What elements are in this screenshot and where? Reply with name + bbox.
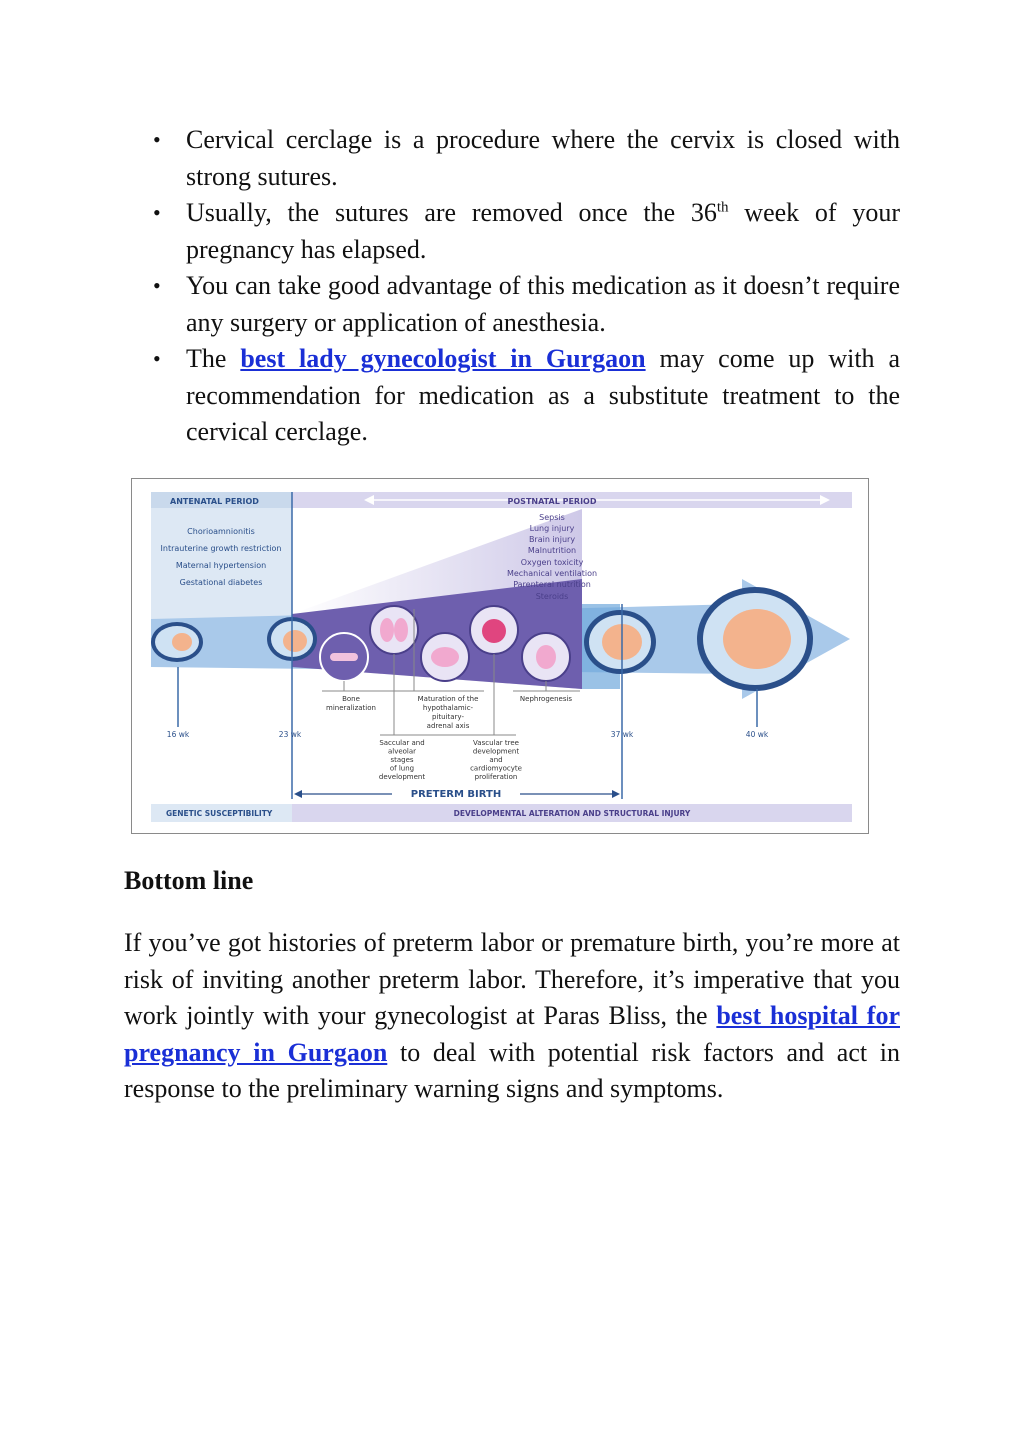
postnatal-item: Malnutrition [527,546,577,555]
bullet-text: Usually, the sutures are removed once the 36 [186,198,717,227]
bottom-paragraph [124,925,900,1108]
antenatal-item: Gestational diabetes [179,578,263,587]
week-label: 16 wk [166,730,190,739]
bullet-item [124,341,900,451]
gynecologist-link[interactable]: best lady gynecologist in Gurgaon [240,344,646,373]
bullet-item [124,195,900,268]
process-label: Maturation of the hypothalamic-pituitary-adrenal axis [417,695,479,730]
paragraph-text: If you’ve got histories of preterm labor or premature birth, you’re more at risk of inviting another preterm labor. Therefore, it’s imperative that you work jointly with your gynecologist at Paras Bliss, the [124,928,900,1030]
process-label: Bone mineralization [326,695,376,712]
bullet-dot: • [153,273,161,298]
bullet-dot: • [153,127,161,152]
bullet-item [124,122,900,195]
postnatal-item: Steroids [535,592,569,601]
postnatal-item: Oxygen toxicity [520,558,584,567]
postnatal-item: Sepsis [539,513,565,522]
hospital-link[interactable]: best hospital for pregnancy in Gurgaon [124,1001,900,1067]
bullet-text: may come up with a recommendation for medication as a substitute treatment to the cervical cerclage. [186,344,900,446]
bullet-text: You can take good advantage of this medication as it doesn’t require any surgery or application of anesthesia. [186,271,900,337]
process-labels-bottom [379,739,522,781]
preterm-birth-label: PRETERM BIRTH [410,789,502,800]
week-label: 40 wk [745,730,769,739]
genetic-label: GENETIC SUSCEPTIBILITY [166,809,273,818]
antenatal-header: ANTENATAL PERIOD [170,497,259,506]
bullet-dot: • [153,200,161,225]
bullet-text: The [186,344,241,373]
bullet-item [124,268,900,341]
process-label: Vascular tree development and cardiomyocyte proliferation [470,739,522,781]
bullet-dot: • [153,346,161,371]
postnatal-item: Lung injury [529,524,575,533]
week-label: 37 wk [610,730,634,739]
bullet-text: Cervical cerclage is a procedure where the cervix is closed with strong sutures. [186,125,900,191]
process-label: Nephrogenesis [519,695,573,703]
week-label: 23 wk [278,730,302,739]
superscript: th [716,199,729,216]
postnatal-item: Brain injury [528,535,576,544]
preterm-timeline-figure [131,478,869,834]
postnatal-item: Mechanical ventilation [506,569,598,578]
process-labels-top [326,695,572,730]
bullet-list [124,122,900,451]
postnatal-item: Parenteral nutrition [513,580,591,589]
section-heading: Bottom line [124,866,254,895]
developmental-label: DEVELOPMENTAL ALTERATION AND STRUCTURAL INJURY [453,809,691,818]
postnatal-header: POSTNATAL PERIOD [507,497,597,506]
paragraph-text: to deal with potential risk factors and act in response to the preliminary warning signs and symptoms. [124,1037,900,1103]
antenatal-item: Chorioamnionitis [187,527,255,536]
process-label: Saccular and alveolar stages of lung development [378,739,426,781]
antenatal-item: Maternal hypertension [175,561,267,570]
antenatal-item: Intrauterine growth restriction [160,544,282,553]
timeline-diagram [132,479,868,833]
bullet-text: week of your pregnancy has elapsed. [186,198,900,264]
